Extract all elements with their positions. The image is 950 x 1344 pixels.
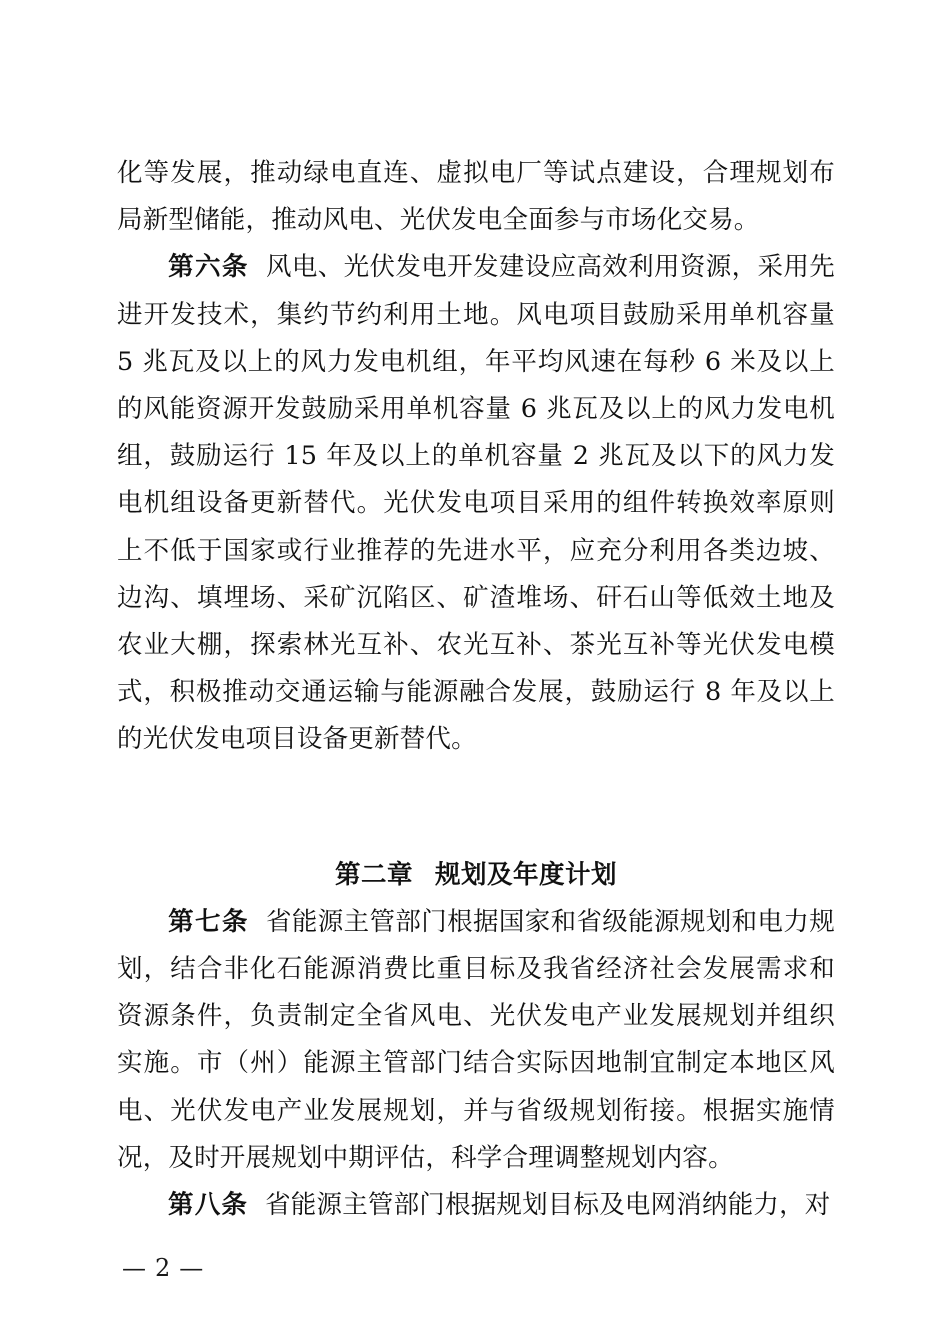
chapter-two-heading xyxy=(117,852,835,899)
page-content xyxy=(117,150,835,1229)
chapter-two-title: 规划及年度计划 xyxy=(435,859,618,890)
article-seven-paragraph xyxy=(117,899,835,1182)
article-eight-label: 第八条 xyxy=(168,1190,249,1221)
article-seven-label: 第七条 xyxy=(168,906,249,937)
article-six-paragraph xyxy=(117,244,835,763)
footer-dash-right: — xyxy=(179,1254,207,1282)
paragraph-continuation-text: 化等发展，推动绿电直连、虚拟电厂等试点建设，合理规划布局新型储能，推动风电、光伏发电全面参与市场化交易。 xyxy=(117,158,835,236)
page-number: 2 xyxy=(155,1254,174,1282)
article-six-label: 第六条 xyxy=(168,252,249,283)
chapter-two-number: 第二章 xyxy=(334,859,413,890)
footer-dash-left: — xyxy=(122,1254,149,1282)
page-footer xyxy=(122,1252,840,1284)
article-eight-text: 省能源主管部门根据规划目标及电网消纳能力，对 xyxy=(265,1190,831,1221)
chapter-spacer xyxy=(117,764,835,852)
article-eight-paragraph xyxy=(117,1182,835,1229)
paragraph-continuation xyxy=(117,150,835,244)
article-seven-text: 省能源主管部门根据国家和省级能源规划和电力规划，结合非化石能源消费比重目标及我省经济社会发展需求和资源条件，负责制定全省风电、光伏发电产业发展规划并组织实施。市（州）能源主管部门结合实际因地制宜制定本地区风电、光伏发电产业发展规划，并与省级规划衔接。根据实施情况，及时开展规划中期评估，科学合理调整规划内容。 xyxy=(117,906,835,1173)
article-six-text: 风电、光伏发电开发建设应高效利用资源，采用先进开发技术，集约节约利用土地。风电项目鼓励采用单机容量 5 兆瓦及以上的风力发电机组，年平均风速在每秒 6 米及以上的风能资源开发鼓励采用单机容量 6 兆瓦及以上的风力发电机组，鼓励运行 15 年及以上的单机容量 2 兆瓦及以下的风力发电机组设备更新替代。光伏发电项目采用的组件转换效率原则上不低于国家或行业推荐的先进水平，应充分利用各类边坡、边沟、填埋场、采矿沉陷区、矿渣堆场、矸石山等低效土地及农业大棚，探索林光互补、农光互补、茶光互补等光伏发电模式，积极推动交通运输与能源融合发展，鼓励运行 8 年及以上的光伏发电项目设备更新替代。 xyxy=(117,252,835,755)
